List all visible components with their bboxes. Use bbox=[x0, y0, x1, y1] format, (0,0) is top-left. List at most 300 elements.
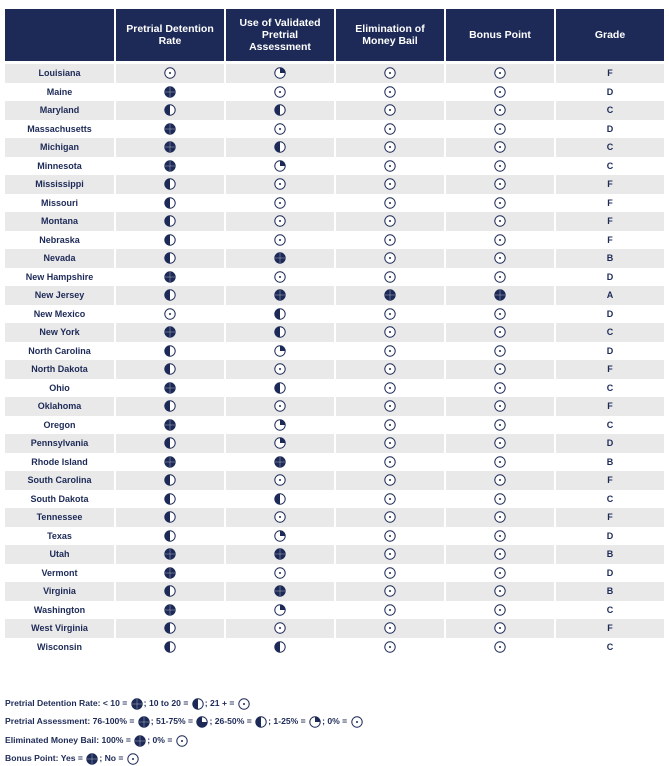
grade-cell: F bbox=[555, 508, 664, 527]
quarter-circle-icon bbox=[274, 67, 286, 79]
empty-circle-icon bbox=[494, 419, 506, 431]
state-name: South Carolina bbox=[5, 471, 115, 490]
grade-cell: F bbox=[555, 471, 664, 490]
bonus-point-cell bbox=[445, 305, 555, 324]
half-circle-icon bbox=[192, 698, 204, 710]
pretrial-justice-grade-table bbox=[5, 9, 664, 656]
legend-item-text: 10 to 20 = bbox=[148, 698, 189, 708]
grade-cell: C bbox=[555, 416, 664, 435]
empty-circle-icon bbox=[384, 363, 396, 375]
bonus-point-cell bbox=[445, 231, 555, 250]
table-row bbox=[5, 490, 664, 509]
empty-circle-icon bbox=[274, 215, 286, 227]
detention-rate-cell bbox=[115, 564, 225, 583]
empty-circle-icon bbox=[274, 197, 286, 209]
empty-circle-icon bbox=[494, 345, 506, 357]
money-bail-cell bbox=[335, 101, 445, 120]
legend-label: Eliminated Money Bail: bbox=[5, 735, 100, 745]
empty-circle-icon bbox=[494, 567, 506, 579]
state-name: Washington bbox=[5, 601, 115, 620]
empty-circle-icon bbox=[274, 474, 286, 486]
bonus-point-cell bbox=[445, 601, 555, 620]
full-circle-icon bbox=[138, 716, 150, 728]
detention-rate-cell bbox=[115, 601, 225, 620]
legend-item-text: 21 + = bbox=[210, 698, 235, 708]
header-money-bail: Elimination of Money Bail bbox=[335, 9, 445, 61]
full-circle-icon bbox=[384, 289, 396, 301]
assessment-cell bbox=[225, 379, 335, 398]
empty-circle-icon bbox=[176, 735, 188, 747]
empty-circle-icon bbox=[384, 215, 396, 227]
full-circle-icon bbox=[134, 735, 146, 747]
table-row bbox=[5, 194, 664, 213]
full-circle-icon bbox=[164, 419, 176, 431]
empty-circle-icon bbox=[494, 437, 506, 449]
grade-cell: C bbox=[555, 638, 664, 657]
legend-label: Pretrial Assessment: bbox=[5, 716, 91, 726]
half-circle-icon bbox=[164, 511, 176, 523]
grade-cell: B bbox=[555, 545, 664, 564]
header-grade: Grade bbox=[555, 9, 664, 61]
legend-item-text: 26-50% = bbox=[214, 716, 252, 726]
assessment-cell bbox=[225, 619, 335, 638]
full-circle-icon bbox=[164, 604, 176, 616]
table-row bbox=[5, 138, 664, 157]
table-row bbox=[5, 120, 664, 139]
empty-circle-icon bbox=[494, 252, 506, 264]
detention-rate-cell bbox=[115, 342, 225, 361]
state-name: Louisiana bbox=[5, 64, 115, 83]
empty-circle-icon bbox=[274, 271, 286, 283]
state-name: Ohio bbox=[5, 379, 115, 398]
bonus-point-cell bbox=[445, 101, 555, 120]
empty-circle-icon bbox=[494, 382, 506, 394]
bonus-point-cell bbox=[445, 434, 555, 453]
legend-item-text: 0% = bbox=[327, 716, 348, 726]
money-bail-cell bbox=[335, 379, 445, 398]
detention-rate-cell bbox=[115, 157, 225, 176]
three-quarter-circle-icon bbox=[196, 716, 208, 728]
detention-rate-cell bbox=[115, 231, 225, 250]
empty-circle-icon bbox=[384, 308, 396, 320]
legend-separator: ; bbox=[209, 716, 213, 726]
grade-cell: B bbox=[555, 582, 664, 601]
empty-circle-icon bbox=[384, 548, 396, 560]
detention-rate-cell bbox=[115, 619, 225, 638]
state-name: Maryland bbox=[5, 101, 115, 120]
money-bail-cell bbox=[335, 508, 445, 527]
detention-rate-cell bbox=[115, 582, 225, 601]
legend-item-text: 1-25% = bbox=[273, 716, 306, 726]
half-circle-icon bbox=[164, 252, 176, 264]
empty-circle-icon bbox=[494, 604, 506, 616]
table-row bbox=[5, 416, 664, 435]
empty-circle-icon bbox=[384, 271, 396, 283]
grade-cell: D bbox=[555, 434, 664, 453]
empty-circle-icon bbox=[384, 326, 396, 338]
bonus-point-cell bbox=[445, 323, 555, 342]
money-bail-cell bbox=[335, 360, 445, 379]
detention-rate-cell bbox=[115, 527, 225, 546]
empty-circle-icon bbox=[384, 456, 396, 468]
quarter-circle-icon bbox=[274, 160, 286, 172]
money-bail-cell bbox=[335, 231, 445, 250]
empty-circle-icon bbox=[494, 456, 506, 468]
half-circle-icon bbox=[164, 400, 176, 412]
full-circle-icon bbox=[164, 456, 176, 468]
bonus-point-cell bbox=[445, 564, 555, 583]
assessment-cell bbox=[225, 471, 335, 490]
half-circle-icon bbox=[164, 363, 176, 375]
table-row bbox=[5, 286, 664, 305]
empty-circle-icon bbox=[238, 698, 250, 710]
bonus-point-cell bbox=[445, 508, 555, 527]
assessment-cell bbox=[225, 231, 335, 250]
legend-item-text: 0% = bbox=[152, 735, 173, 745]
bonus-point-cell bbox=[445, 175, 555, 194]
empty-circle-icon bbox=[384, 567, 396, 579]
state-name: Minnesota bbox=[5, 157, 115, 176]
empty-circle-icon bbox=[494, 141, 506, 153]
full-circle-icon bbox=[274, 548, 286, 560]
half-circle-icon bbox=[255, 716, 267, 728]
table-row bbox=[5, 564, 664, 583]
money-bail-cell bbox=[335, 212, 445, 231]
grade-cell: D bbox=[555, 564, 664, 583]
table-row bbox=[5, 471, 664, 490]
bonus-point-cell bbox=[445, 360, 555, 379]
legend-separator: ; bbox=[150, 716, 154, 726]
empty-circle-icon bbox=[494, 493, 506, 505]
assessment-cell bbox=[225, 453, 335, 472]
detention-rate-cell bbox=[115, 416, 225, 435]
half-circle-icon bbox=[164, 493, 176, 505]
grade-cell: D bbox=[555, 305, 664, 324]
legend-line bbox=[5, 732, 189, 748]
empty-circle-icon bbox=[274, 400, 286, 412]
table-row bbox=[5, 601, 664, 620]
empty-circle-icon bbox=[384, 86, 396, 98]
full-circle-icon bbox=[164, 382, 176, 394]
state-name: New Mexico bbox=[5, 305, 115, 324]
empty-circle-icon bbox=[384, 160, 396, 172]
assessment-cell bbox=[225, 490, 335, 509]
grade-cell: D bbox=[555, 120, 664, 139]
grade-cell: C bbox=[555, 157, 664, 176]
quarter-circle-icon bbox=[274, 419, 286, 431]
legend-line bbox=[5, 713, 364, 729]
empty-circle-icon bbox=[164, 67, 176, 79]
money-bail-cell bbox=[335, 268, 445, 287]
grade-cell: B bbox=[555, 453, 664, 472]
half-circle-icon bbox=[164, 234, 176, 246]
grade-cell: C bbox=[555, 379, 664, 398]
quarter-circle-icon bbox=[274, 345, 286, 357]
bonus-point-cell bbox=[445, 286, 555, 305]
legend-separator: ; bbox=[147, 735, 151, 745]
grade-cell: C bbox=[555, 490, 664, 509]
table-row bbox=[5, 231, 664, 250]
table-row bbox=[5, 249, 664, 268]
bonus-point-cell bbox=[445, 619, 555, 638]
empty-circle-icon bbox=[494, 326, 506, 338]
half-circle-icon bbox=[274, 493, 286, 505]
money-bail-cell bbox=[335, 490, 445, 509]
empty-circle-icon bbox=[384, 437, 396, 449]
half-circle-icon bbox=[164, 197, 176, 209]
empty-circle-icon bbox=[494, 530, 506, 542]
assessment-cell bbox=[225, 175, 335, 194]
grade-cell: F bbox=[555, 231, 664, 250]
table-row bbox=[5, 323, 664, 342]
full-circle-icon bbox=[164, 271, 176, 283]
assessment-cell bbox=[225, 564, 335, 583]
empty-circle-icon bbox=[494, 585, 506, 597]
assessment-cell bbox=[225, 194, 335, 213]
full-circle-icon bbox=[164, 567, 176, 579]
table-row bbox=[5, 64, 664, 83]
quarter-circle-icon bbox=[274, 437, 286, 449]
state-name: New York bbox=[5, 323, 115, 342]
money-bail-cell bbox=[335, 527, 445, 546]
half-circle-icon bbox=[274, 382, 286, 394]
grade-cell: A bbox=[555, 286, 664, 305]
money-bail-cell bbox=[335, 601, 445, 620]
empty-circle-icon bbox=[384, 419, 396, 431]
money-bail-cell bbox=[335, 545, 445, 564]
full-circle-icon bbox=[86, 753, 98, 765]
legend-item-text: < 10 = bbox=[102, 698, 128, 708]
detention-rate-cell bbox=[115, 323, 225, 342]
money-bail-cell bbox=[335, 157, 445, 176]
table-row bbox=[5, 175, 664, 194]
state-name: Montana bbox=[5, 212, 115, 231]
full-circle-icon bbox=[274, 456, 286, 468]
table-row bbox=[5, 527, 664, 546]
bonus-point-cell bbox=[445, 416, 555, 435]
detention-rate-cell bbox=[115, 379, 225, 398]
detention-rate-cell bbox=[115, 268, 225, 287]
full-circle-icon bbox=[164, 548, 176, 560]
bonus-point-cell bbox=[445, 249, 555, 268]
half-circle-icon bbox=[274, 141, 286, 153]
full-circle-icon bbox=[274, 252, 286, 264]
empty-circle-icon bbox=[494, 86, 506, 98]
legend-line bbox=[5, 695, 251, 711]
half-circle-icon bbox=[164, 585, 176, 597]
detention-rate-cell bbox=[115, 508, 225, 527]
money-bail-cell bbox=[335, 582, 445, 601]
money-bail-cell bbox=[335, 342, 445, 361]
legend-separator: ; bbox=[204, 698, 208, 708]
assessment-cell bbox=[225, 157, 335, 176]
empty-circle-icon bbox=[384, 141, 396, 153]
full-circle-icon bbox=[131, 698, 143, 710]
empty-circle-icon bbox=[494, 234, 506, 246]
money-bail-cell bbox=[335, 305, 445, 324]
assessment-cell bbox=[225, 434, 335, 453]
empty-circle-icon bbox=[274, 511, 286, 523]
legend-separator: ; bbox=[143, 698, 147, 708]
bonus-point-cell bbox=[445, 379, 555, 398]
bonus-point-cell bbox=[445, 638, 555, 657]
money-bail-cell bbox=[335, 83, 445, 102]
money-bail-cell bbox=[335, 323, 445, 342]
detention-rate-cell bbox=[115, 64, 225, 83]
grade-cell: C bbox=[555, 323, 664, 342]
assessment-cell bbox=[225, 342, 335, 361]
state-name: North Dakota bbox=[5, 360, 115, 379]
state-name: Virginia bbox=[5, 582, 115, 601]
grade-cell: F bbox=[555, 175, 664, 194]
grade-cell: D bbox=[555, 268, 664, 287]
bonus-point-cell bbox=[445, 490, 555, 509]
state-name: Utah bbox=[5, 545, 115, 564]
empty-circle-icon bbox=[384, 511, 396, 523]
empty-circle-icon bbox=[384, 252, 396, 264]
grade-cell: F bbox=[555, 619, 664, 638]
table-row bbox=[5, 397, 664, 416]
legend-item-text: 51-75% = bbox=[156, 716, 194, 726]
table-row bbox=[5, 157, 664, 176]
state-name: North Carolina bbox=[5, 342, 115, 361]
legend-label: Pretrial Detention Rate: bbox=[5, 698, 101, 708]
table-row bbox=[5, 268, 664, 287]
full-circle-icon bbox=[274, 289, 286, 301]
grade-cell: F bbox=[555, 397, 664, 416]
state-name: West Virginia bbox=[5, 619, 115, 638]
detention-rate-cell bbox=[115, 360, 225, 379]
empty-circle-icon bbox=[494, 215, 506, 227]
detention-rate-cell bbox=[115, 212, 225, 231]
assessment-cell bbox=[225, 249, 335, 268]
money-bail-cell bbox=[335, 416, 445, 435]
detention-rate-cell bbox=[115, 194, 225, 213]
empty-circle-icon bbox=[494, 308, 506, 320]
empty-circle-icon bbox=[384, 474, 396, 486]
detention-rate-cell bbox=[115, 490, 225, 509]
bonus-point-cell bbox=[445, 120, 555, 139]
legend-item-text: 76-100% = bbox=[92, 716, 135, 726]
detention-rate-cell bbox=[115, 545, 225, 564]
detention-rate-cell bbox=[115, 397, 225, 416]
table-row bbox=[5, 379, 664, 398]
state-name: Pennsylvania bbox=[5, 434, 115, 453]
money-bail-cell bbox=[335, 175, 445, 194]
detention-rate-cell bbox=[115, 83, 225, 102]
table-row bbox=[5, 545, 664, 564]
half-circle-icon bbox=[274, 104, 286, 116]
money-bail-cell bbox=[335, 619, 445, 638]
table-row bbox=[5, 508, 664, 527]
full-circle-icon bbox=[494, 289, 506, 301]
full-circle-icon bbox=[164, 326, 176, 338]
empty-circle-icon bbox=[494, 104, 506, 116]
state-name: Mississippi bbox=[5, 175, 115, 194]
detention-rate-cell bbox=[115, 434, 225, 453]
assessment-cell bbox=[225, 212, 335, 231]
table-row bbox=[5, 582, 664, 601]
empty-circle-icon bbox=[384, 197, 396, 209]
header-state bbox=[5, 9, 115, 61]
grade-cell: D bbox=[555, 83, 664, 102]
table-row bbox=[5, 305, 664, 324]
half-circle-icon bbox=[274, 308, 286, 320]
half-circle-icon bbox=[164, 530, 176, 542]
state-name: Rhode Island bbox=[5, 453, 115, 472]
assessment-cell bbox=[225, 323, 335, 342]
detention-rate-cell bbox=[115, 305, 225, 324]
table-row bbox=[5, 638, 664, 657]
legend-separator: ; bbox=[268, 716, 272, 726]
assessment-cell bbox=[225, 64, 335, 83]
grade-cell: C bbox=[555, 101, 664, 120]
header-validated-assessment: Use of Validated Pretrial Assessment bbox=[225, 9, 335, 61]
detention-rate-cell bbox=[115, 249, 225, 268]
empty-circle-icon bbox=[494, 511, 506, 523]
full-circle-icon bbox=[164, 123, 176, 135]
full-circle-icon bbox=[274, 585, 286, 597]
table-row bbox=[5, 101, 664, 120]
full-circle-icon bbox=[164, 141, 176, 153]
empty-circle-icon bbox=[384, 104, 396, 116]
half-circle-icon bbox=[164, 437, 176, 449]
assessment-cell bbox=[225, 527, 335, 546]
money-bail-cell bbox=[335, 138, 445, 157]
grade-cell: B bbox=[555, 249, 664, 268]
empty-circle-icon bbox=[384, 493, 396, 505]
table-row bbox=[5, 83, 664, 102]
empty-circle-icon bbox=[494, 641, 506, 653]
table-row bbox=[5, 619, 664, 638]
grade-cell: D bbox=[555, 527, 664, 546]
detention-rate-cell bbox=[115, 453, 225, 472]
state-name: Wisconsin bbox=[5, 638, 115, 657]
bonus-point-cell bbox=[445, 342, 555, 361]
empty-circle-icon bbox=[274, 123, 286, 135]
empty-circle-icon bbox=[274, 86, 286, 98]
money-bail-cell bbox=[335, 286, 445, 305]
empty-circle-icon bbox=[494, 67, 506, 79]
quarter-circle-icon bbox=[274, 530, 286, 542]
empty-circle-icon bbox=[494, 622, 506, 634]
state-name: Oklahoma bbox=[5, 397, 115, 416]
state-name: New Hampshire bbox=[5, 268, 115, 287]
full-circle-icon bbox=[164, 86, 176, 98]
grade-cell: F bbox=[555, 194, 664, 213]
empty-circle-icon bbox=[274, 178, 286, 190]
bonus-point-cell bbox=[445, 527, 555, 546]
money-bail-cell bbox=[335, 194, 445, 213]
empty-circle-icon bbox=[384, 622, 396, 634]
empty-circle-icon bbox=[384, 123, 396, 135]
money-bail-cell bbox=[335, 564, 445, 583]
half-circle-icon bbox=[164, 178, 176, 190]
assessment-cell bbox=[225, 138, 335, 157]
half-circle-icon bbox=[164, 104, 176, 116]
empty-circle-icon bbox=[274, 234, 286, 246]
money-bail-cell bbox=[335, 120, 445, 139]
money-bail-cell bbox=[335, 434, 445, 453]
empty-circle-icon bbox=[384, 530, 396, 542]
half-circle-icon bbox=[274, 326, 286, 338]
assessment-cell bbox=[225, 416, 335, 435]
assessment-cell bbox=[225, 101, 335, 120]
detention-rate-cell bbox=[115, 175, 225, 194]
bonus-point-cell bbox=[445, 194, 555, 213]
bonus-point-cell bbox=[445, 471, 555, 490]
state-name: South Dakota bbox=[5, 490, 115, 509]
